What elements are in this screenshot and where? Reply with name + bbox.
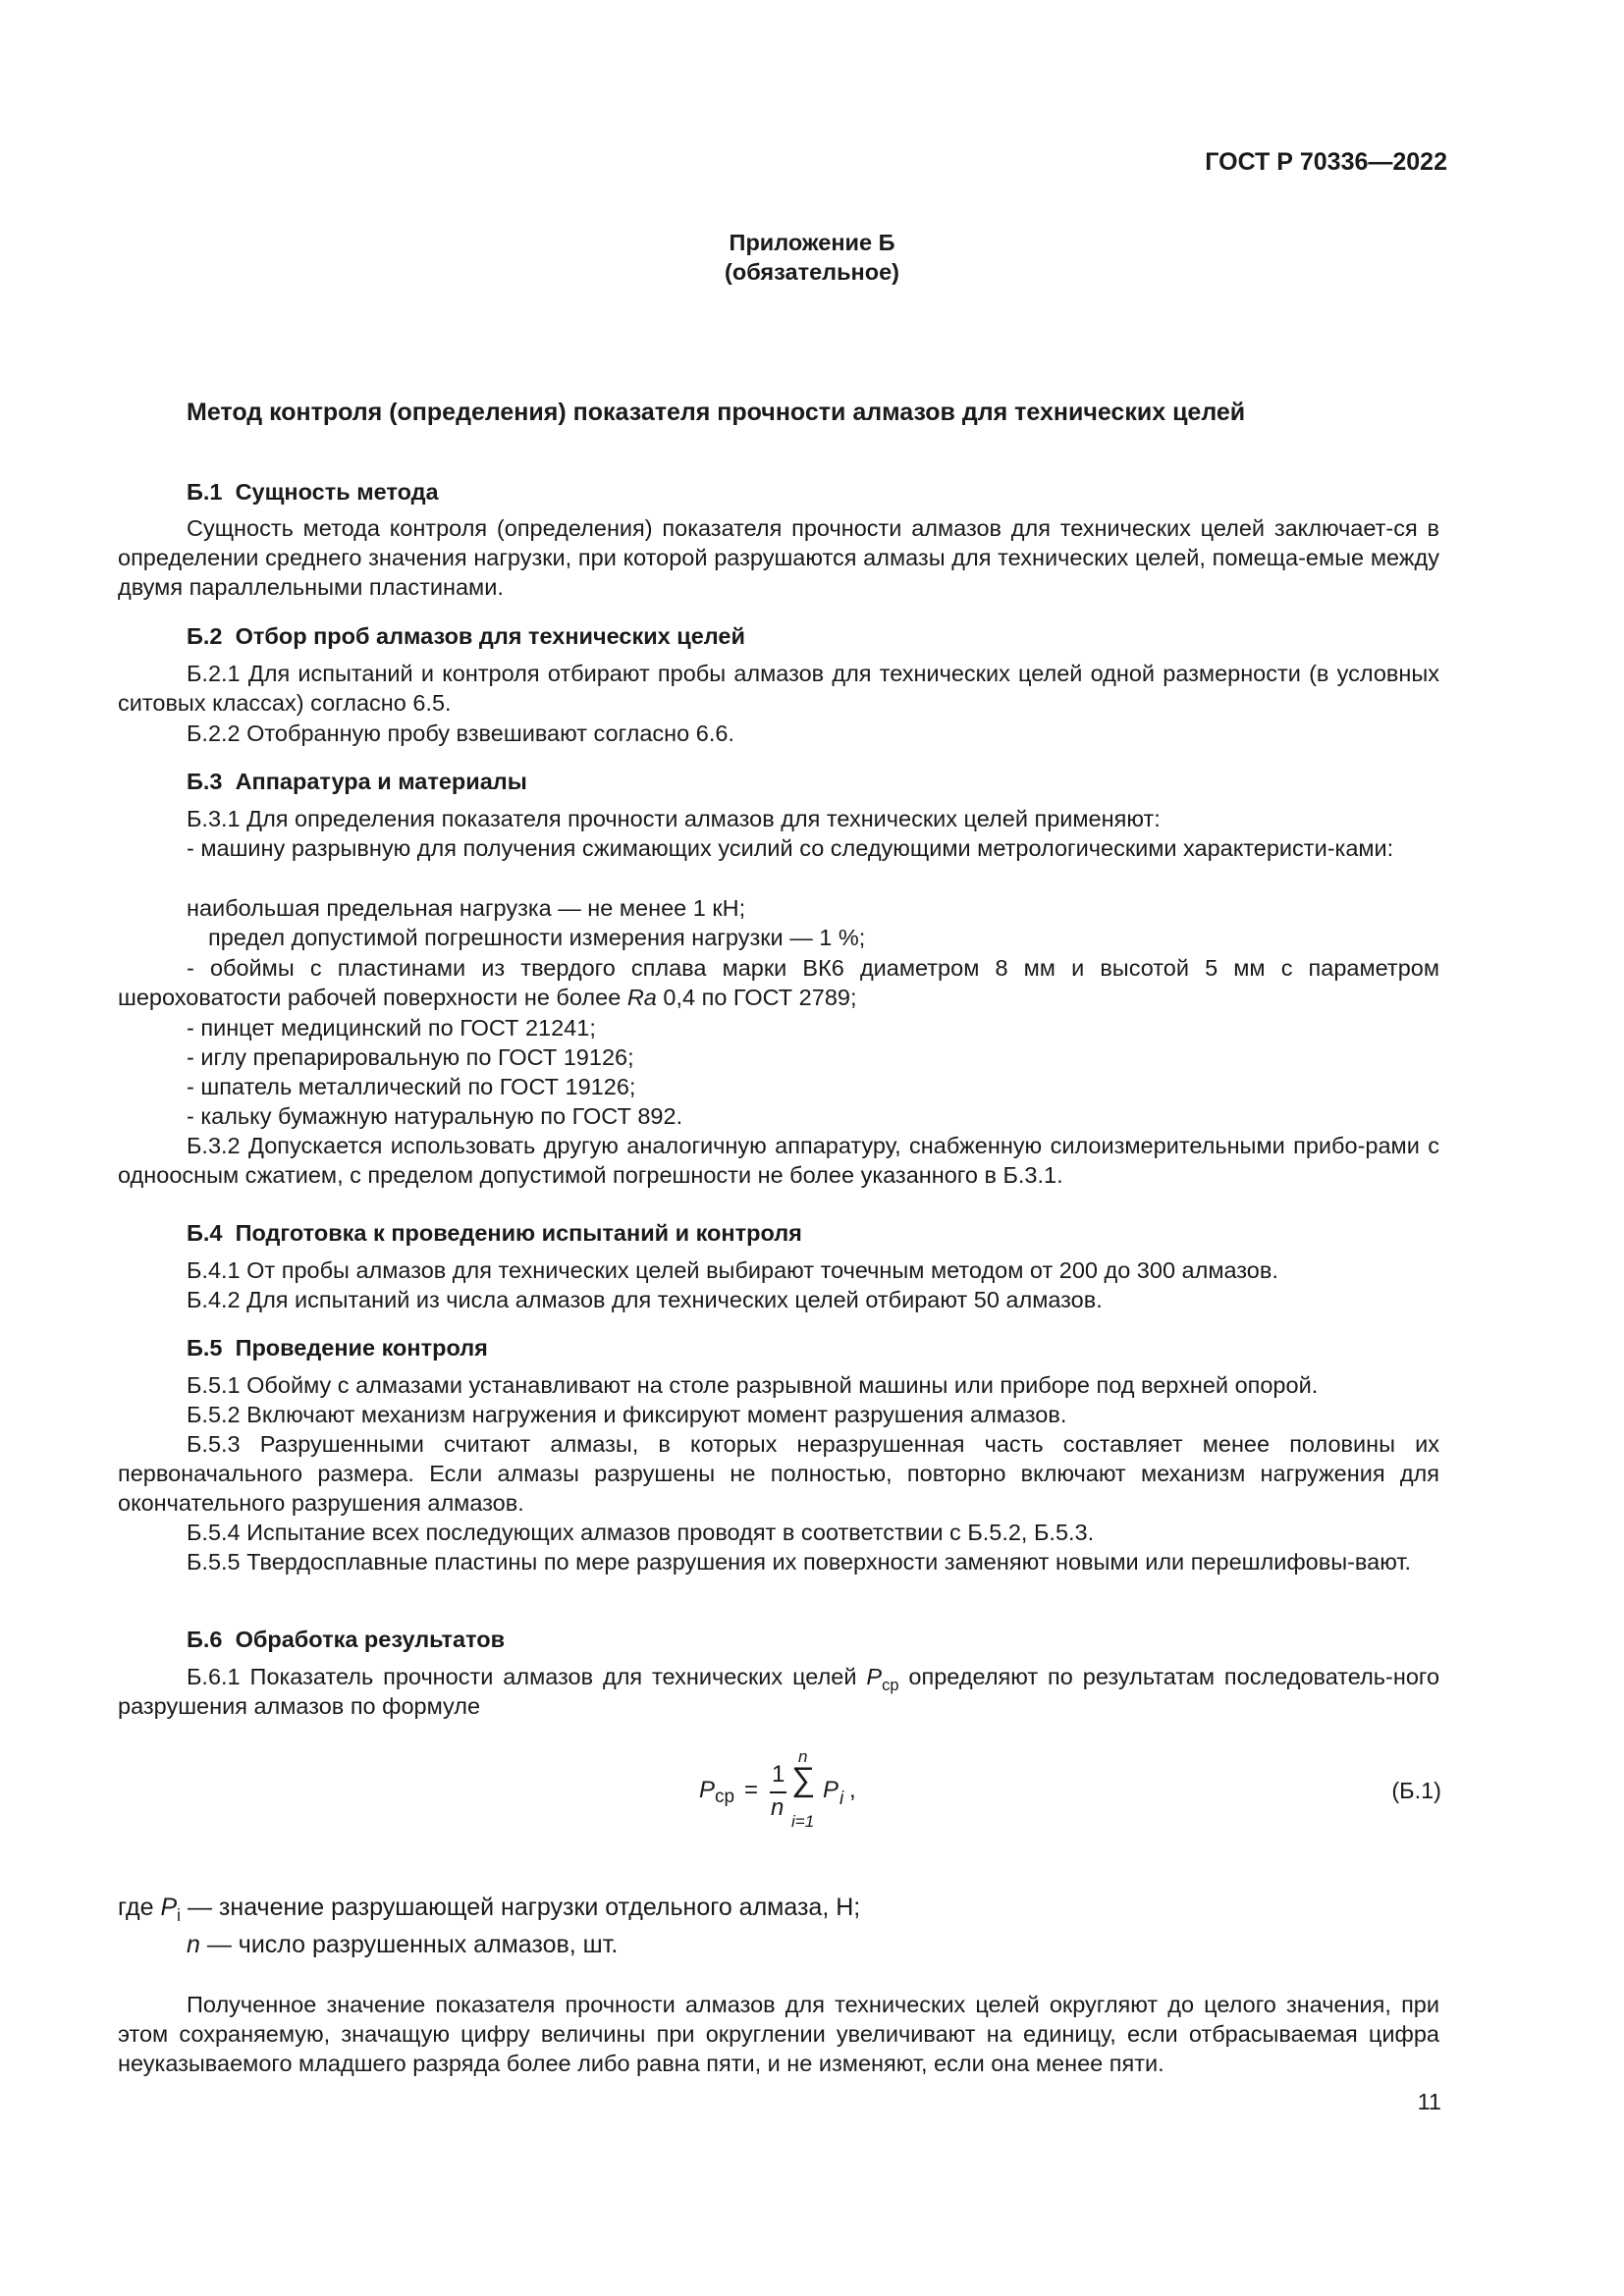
formula-numerator: 1 bbox=[772, 1761, 785, 1788]
paragraph: Полученное значение показателя прочности алмазов для технических целей округляют до целого значения, при этом сохраняемую, значащую цифру величины при округлении увеличивают на единицу, если отбрасываемая цифра неуказываемого младшего разряда более либо равна пяти, и не изменяют, если она менее пяти. bbox=[118, 1992, 1439, 2076]
paragraph bbox=[118, 1285, 1439, 1314]
clause-number: Б.2.1 bbox=[187, 661, 241, 686]
paragraph bbox=[118, 1400, 1439, 1429]
clause-number: Б.3.1 bbox=[187, 806, 241, 831]
section-title: Аппаратура и материалы bbox=[235, 769, 527, 794]
list-item: - кальку бумажную натуральную по ГОСТ 892. bbox=[187, 1103, 683, 1129]
paragraph bbox=[118, 1255, 1439, 1285]
list-item: - пинцет медицинский по ГОСТ 21241; bbox=[187, 1015, 596, 1041]
list-item: - иглу препарировальную по ГОСТ 19126; bbox=[187, 1044, 634, 1070]
list-item: - обоймы с пластинами из твердого сплава марки ВК6 диаметром 8 мм и высотой 5 мм с параметром шероховатости рабочей поверхности не более Ra 0,4 по ГОСТ 2789; bbox=[118, 955, 1439, 1010]
sum-sign: ∑ bbox=[791, 1761, 816, 1798]
sum-upper-limit: n bbox=[798, 1747, 808, 1766]
section-title: Проведение контроля bbox=[235, 1335, 488, 1361]
paragraph bbox=[118, 1518, 1439, 1547]
definition-line: где $P_i$ — значение разрушающей нагрузки отдельного алмаза, Н; bbox=[118, 1894, 861, 1925]
paragraph bbox=[118, 659, 1439, 718]
section-heading bbox=[187, 1218, 802, 1248]
clause-text: Обойму с алмазами устанавливают на столе разрывной машины или приборе под верхней опорой. bbox=[246, 1372, 1319, 1398]
strength-symbol: P bbox=[866, 1664, 883, 1689]
characteristic-item: предел допустимой погрешности измерения нагрузки — 1 %; bbox=[208, 925, 866, 950]
section-heading bbox=[187, 477, 439, 507]
section-title: Сущность метода bbox=[235, 479, 439, 505]
appendix-title: Приложение Б bbox=[729, 230, 895, 255]
formula-equals: = bbox=[744, 1777, 759, 1803]
clause-number: Б.5.5 bbox=[187, 1549, 241, 1575]
formula-lhs-subscript: ср bbox=[715, 1787, 735, 1807]
section-heading bbox=[187, 1625, 505, 1654]
clause-text: Для определения показателя прочности алмазов для технических целей применяют: bbox=[246, 806, 1161, 831]
formula-lhs: P bbox=[699, 1777, 716, 1803]
clause-text: Испытание всех последующих алмазов проводят в соответствии с Б.5.2, Б.5.3. bbox=[246, 1520, 1095, 1545]
paragraph bbox=[118, 719, 1439, 748]
formula-denominator: n bbox=[771, 1794, 785, 1821]
paragraph bbox=[118, 1429, 1439, 1518]
document-code: ГОСТ Р 70336—2022 bbox=[1205, 148, 1447, 176]
clause-text: Отобранную пробу взвешивают согласно 6.6. bbox=[246, 721, 734, 746]
list-item: - машину разрывную для получения сжимающих усилий со следующими метрологическими характеристи-ками: bbox=[187, 835, 1394, 861]
definition-symbol: n bbox=[187, 1931, 200, 1958]
formula-term: P bbox=[823, 1777, 839, 1803]
formula-term-subscript: i bbox=[839, 1789, 844, 1809]
paragraph bbox=[118, 1131, 1439, 1190]
definition-symbol: P bbox=[160, 1894, 178, 1921]
clause-text: Твердосплавные пластины по мере разрушения их поверхности заменяют новыми или перешлифовы-вают. bbox=[246, 1549, 1412, 1575]
clause-text: Допускается использовать другую аналогичную аппаратуру, снабженную силоизмерительными прибо-рами с одноосным сжатием, с пределом допустимой погрешности не более указанного в Б.3.1. bbox=[118, 1133, 1439, 1188]
page-number: 11 bbox=[1417, 2089, 1441, 2114]
clause-number: Б.2.2 bbox=[187, 721, 241, 746]
section-heading bbox=[187, 1333, 488, 1362]
section-heading bbox=[187, 621, 745, 651]
clause-number: Б.6.1 bbox=[187, 1664, 241, 1689]
roughness-symbol: Ra bbox=[626, 985, 657, 1010]
section-number: Б.5 bbox=[187, 1335, 223, 1361]
paragraph bbox=[118, 1370, 1439, 1400]
definition-text: — значение разрушающей нагрузки отдельного алмаза, Н; bbox=[187, 1894, 861, 1921]
clause-number: Б.5.3 bbox=[187, 1431, 241, 1457]
clause-text: Для испытаний и контроля отбирают пробы алмазов для технических целей одной размерности (в условных ситовых классах) согласно 6.5. bbox=[118, 661, 1439, 716]
clause-number: Б.5.2 bbox=[187, 1402, 241, 1427]
section-number: Б.4 bbox=[187, 1220, 223, 1246]
clause-text: Для испытаний из числа алмазов для технических целей отбирают 50 алмазов. bbox=[246, 1287, 1103, 1312]
main-title: Метод контроля (определения) показателя прочности алмазов для технических целей bbox=[187, 399, 1246, 426]
formula-label: (Б.1) bbox=[1391, 1778, 1441, 1803]
formula bbox=[699, 1747, 876, 1842]
clause-text: От пробы алмазов для технических целей выбирают точечным методом от 200 до 300 алмазов. bbox=[246, 1257, 1278, 1283]
clause-number: Б.4.1 bbox=[187, 1257, 241, 1283]
clause-text: Разрушенными считают алмазы, в которых неразрушенная часть составляет менее половины их первоначального размера. Если алмазы разрушены не полностью, повторно включают механизм нагружения для окончательного разрушения алмазов. bbox=[118, 1431, 1439, 1516]
section-number: Б.2 bbox=[187, 623, 223, 649]
paragraph bbox=[118, 1547, 1439, 1576]
clause-text: Включают механизм нагружения и фиксируют момент разрушения алмазов. bbox=[246, 1402, 1067, 1427]
formula-comma: , bbox=[849, 1777, 856, 1803]
section-number: Б.6 bbox=[187, 1627, 223, 1652]
definition-line bbox=[187, 1929, 618, 1960]
where-label: где bbox=[118, 1894, 154, 1921]
section-number: Б.3 bbox=[187, 769, 223, 794]
clause-number: Б.4.2 bbox=[187, 1287, 241, 1312]
appendix-status: (обязательное) bbox=[725, 259, 899, 285]
section-title: Отбор проб алмазов для технических целей bbox=[235, 623, 745, 649]
section-heading bbox=[187, 767, 527, 796]
section-title: Подготовка к проведению испытаний и контроля bbox=[235, 1220, 802, 1246]
paragraph: Сущность метода контроля (определения) показателя прочности алмазов для технических целей заключает-ся в определении среднего значения нагрузки, при которой разрушаются алмазы для технических целей, помеща-емые между двумя параллельными пластинами. bbox=[118, 515, 1439, 600]
fraction-bar bbox=[770, 1791, 786, 1793]
section-title: Обработка результатов bbox=[235, 1627, 506, 1652]
clause-number: Б.5.4 bbox=[187, 1520, 241, 1545]
section-number: Б.1 bbox=[187, 479, 223, 505]
paragraph: Б.6.1 Показатель прочности алмазов для технических целей $P_{ср}$ определяют по результатам последователь-ного разрушения алмазов по формуле bbox=[118, 1664, 1440, 1719]
clause-number: Б.3.2 bbox=[187, 1133, 241, 1158]
characteristic-item: наибольшая предельная нагрузка — не менее 1 кН; bbox=[187, 895, 746, 921]
list-item: - шпатель металлический по ГОСТ 19126; bbox=[187, 1074, 636, 1099]
sum-lower-limit: i=1 bbox=[791, 1812, 815, 1831]
paragraph bbox=[118, 804, 1439, 833]
definition-text: — число разрушенных алмазов, шт. bbox=[206, 1931, 619, 1958]
clause-number: Б.5.1 bbox=[187, 1372, 241, 1398]
